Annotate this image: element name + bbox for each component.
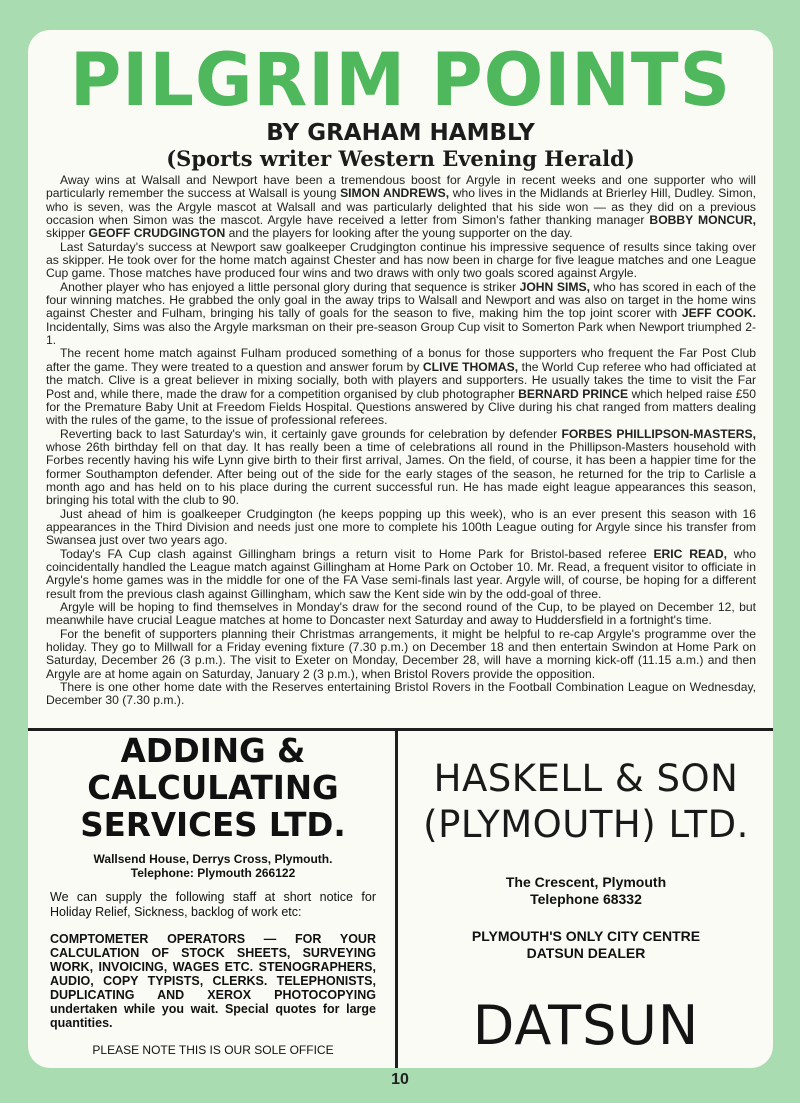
page-title: PILGRIM POINTS: [70, 36, 731, 124]
advert-address: Wallsend House, Derrys Cross, Plymouth.: [93, 852, 333, 866]
highlighted-name: BERNARD PRINCE: [518, 386, 629, 401]
datsun-logo: DATSUN: [472, 994, 700, 1057]
highlighted-name: JOHN SIMS,: [519, 279, 590, 294]
highlighted-name: JEFF COOK.: [681, 306, 756, 321]
advert-title: [38, 733, 388, 844]
advert-address-block: [38, 852, 388, 880]
highlighted-name: SIMON ANDREWS,: [340, 186, 450, 201]
article-paragraph: Away wins at Walsall and Newport have been a tremendous boost for Argyle in recent weeks and one supporter who will particularly remember the success at Walsall is young SIMON ANDREWS, who lives in the Midlands at Brierley Hill, Dudley. Simon, who is seven, was the Argyle mascot at Walsall and was particularly delighted that his side won — as they did on a previous occasion when Simon was the mascot. Argyle have received a letter from Simon's father thanking manager BOBBY MONCUR, skipper GEOFF CRUDGINGTON and the players for looking after the young supporter on the day.: [46, 173, 757, 241]
advert-address-block: [400, 874, 772, 908]
article-paragraph: Today's FA Cup clash against Gillingham brings a return visit to Home Park for Bristol-based referee ERIC READ, who coincidentally handled the League match against Gillingham at Home Park on October 10. Mr. Read, a frequent visitor to officiate in Argyle's home games was in the middle for one of the FA Vase semi-finals last year. Argyle will, of course, be hoping for a different result from the previous clash against Gillingham, which saw the Kent side win by the odd-goal of three.: [46, 546, 756, 601]
advert-note: PLEASE NOTE THIS IS OUR SOLE OFFICE: [92, 1043, 334, 1057]
article-paragraph: Another player who has enjoyed a little personal glory during that sequence is striker JOHN SIMS, who has scored in each of the four winning matches. He grabbed the only goal in the away trips to Walsall and Newport and was also on target in the home wins against Chester and Fulham, bringing his tally of goals for the season to five, making him the top joint scorer with JEFF COOK. Incidentally, Sims was also the Argyle marksman on their pre-season Group Cup visit to Somerton Park when Newport triumphed 2-1.: [46, 279, 756, 348]
advert-adding-calculating: [38, 731, 388, 1068]
advert-haskell-son: [400, 731, 772, 1068]
advert-title: [400, 756, 772, 848]
highlighted-name: FORBES PHILLIPSON-MASTERS,: [561, 426, 756, 441]
article-body: [46, 174, 756, 708]
article-paragraph: Reverting back to last Saturday's win, it certainly gave grounds for celebration by defender FORBES PHILLIPSON-MASTERS, whose 26th birthday fell on that day. It has really been a time of celebrations all round in the Phillipson-Masters household with Forbes recently having his wife Lynn give birth to their first arrival, James. On the field, of course, it has been a happier time for the former Southampton defender. After being out of the side for the early stages of the season, he returned for the trip to Carlisle a month ago and has held on to his place during the current successful run. He has made eight league appearances this season, bringing his total with the club to 90.: [46, 426, 756, 508]
dealer-line: PLYMOUTH'S ONLY CITY CENTRE: [471, 928, 701, 944]
page-panel: [28, 30, 773, 1068]
advert-title-line: HASKELL & SON: [433, 757, 739, 800]
vertical-divider: [395, 728, 398, 1068]
advert-title-line: ADDING &: [120, 732, 306, 770]
article-paragraph: The recent home match against Fulham produced something of a bonus for those supporters who frequent the Far Post Club after the game. They were treated to a question and answer forum by CLIVE THOMAS, the World Cup referee who had officiated at the match. Clive is a great believer in mixing socially, both with players and supporters. He usually takes the time to visit the Far Post and, while there, made the draw for a competition organised by club photographer BERNARD PRINCE which helped raise £50 for the Premature Baby Unit at Freedom Fields Hospital. Questions answered by Clive during his chat ranged from matters dealing with the rules of the game, to the issue of professional referees.: [46, 346, 756, 428]
highlighted-name: GEOFF CRUDGINGTON: [88, 226, 226, 241]
advert-title-line: CALCULATING: [87, 769, 339, 807]
advert-telephone: Telephone: Plymouth 266122: [130, 866, 296, 880]
advert-telephone: Telephone 68332: [530, 891, 642, 907]
page-number: 10: [391, 1071, 409, 1088]
advert-services: COMPTOMETER OPERATORS — FOR YOUR CALCULATION OF STOCK SHEETS, SURVEYING WORK, INVOICING, WAGES ETC. STENOGRAPHERS, AUDIO, COPY TYPISTS, CLERKS. TELEPHONISTS, DUPLICATING AND XEROX PHOTOCOPYING undertaken while you wait. Special quotes for large quantities.: [50, 932, 376, 1030]
author-credit: (Sports writer Western Evening Herald): [166, 146, 635, 171]
article-paragraph: For the benefit of supporters planning their Christmas arrangements, it might be helpful to re-cap Argyle's programme over the holiday. They go to Millwall for a Friday evening fixture (7.30 p.m.) on December 18 and then entertain Swindon at Home Park on Saturday, December 26 (3 p.m.). The visit to Exeter on Monday, December 28, will have a morning kick-off (11.15 a.m.) and then Argyle are at home again on Saturday, January 2 (3 p.m.), when Bristol Rovers provide the opposition.: [46, 626, 756, 681]
highlighted-name: CLIVE THOMAS,: [422, 359, 519, 374]
advert-title-line: SERVICES LTD.: [80, 806, 346, 844]
advert-address: The Crescent, Plymouth: [505, 874, 667, 890]
byline: BY GRAHAM HAMBLY: [266, 120, 535, 146]
article-paragraph: Last Saturday's success at Newport saw goalkeeper Crudgington continue his impressive sequence of results since taking over as skipper. He took over for the home match against Chester and has now been in charge for five league matches and one League Cup game. Those matches have produced four wins and two draws with only two goals scored against Argyle.: [46, 239, 756, 281]
dealer-line: DATSUN DEALER: [526, 945, 646, 961]
advert-title-line: (PLYMOUTH) LTD.: [423, 803, 749, 846]
advert-dealer-tagline: [400, 928, 772, 962]
article-paragraph: Argyle will be hoping to find themselves in Monday's draw for the second round of the Cup, to be played on December 12, but meanwhile have crucial League matches at home to Doncaster next Saturday and away to Huddersfield in a fortnight's time.: [46, 600, 756, 628]
article-paragraph: Just ahead of him is goalkeeper Crudgington (he keeps popping up this week), who is an ever present this season with 16 appearances in the Third Division and needs just one more to complete his 100th League outing for Argyle since his transfer from Swansea just over two years ago.: [46, 506, 756, 548]
article-paragraph: There is one other home date with the Reserves entertaining Bristol Rovers in the Football Combination League on Wednesday, December 30 (7.30 p.m.).: [46, 680, 756, 708]
highlighted-name: ERIC READ,: [653, 546, 727, 561]
highlighted-name: BOBBY MONCUR,: [649, 213, 757, 228]
advert-intro: We can supply the following staff at short notice for Holiday Relief, Sickness, backlog of work etc:: [50, 890, 376, 919]
